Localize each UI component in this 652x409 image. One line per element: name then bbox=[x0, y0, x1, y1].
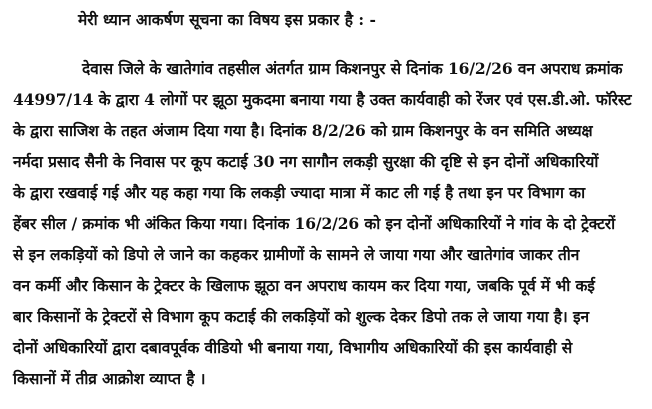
paragraph-line: 44997/14 के द्वारा 4 लोगों पर झूठा मुकदमा बनाया गया है उक्त कार्यवाही को रेंजर एवं एस.डी.ओ. फॉरेस्ट bbox=[13, 90, 632, 109]
paragraph-line: के द्वारा साजिश के तहत अंजाम दिया गया है। दिनांक 8/2/26 को ग्राम किशनपुर के वन समिति अध्यक्ष bbox=[13, 121, 593, 140]
paragraph-line: के द्वारा रखवाई गई और यह कहा गया कि लकड़ी ज्यादा मात्रा में काट ली गई है तथा इन पर विभाग का bbox=[13, 183, 586, 202]
paragraph-line: से इन लकड़ियों को डिपो ले जाने का कहकर ग्रामीणों के सामने ले जाया गया और खातेगांव जाकर तीन bbox=[13, 245, 580, 264]
paragraph-line: दोनों अधिकारियों द्वारा दबावपूर्वक वीडियो भी बनाया गया, विभागीय अधिकारियों की इस कार्यवाही से bbox=[13, 338, 573, 357]
subject-heading: मेरी ध्यान आकर्षण सूचना का विषय इस प्रकार है : - bbox=[78, 10, 376, 29]
paragraph-line: नर्मदा प्रसाद सैनी के निवास पर कूप कटाई 30 नग सागौन लकड़ी सुरक्षा की दृष्टि से इन दोनों अधिकारियों bbox=[13, 152, 599, 171]
paragraph-line: देवास जिले के खातेगांव तहसील अंतर्गत ग्राम किशनपुर से दिनांक 16/2/26 वन अपराध क्रमांक bbox=[82, 59, 623, 78]
paragraph-line: किसानों में तीव्र आक्रोश व्याप्त है । bbox=[13, 369, 206, 388]
paragraph-line: बार किसानों के ट्रेक्टरों से विभाग कूप कटाई की लकड़ियों को शुल्क देकर डिपो तक ले जाया गया है। इन bbox=[13, 307, 590, 326]
paragraph-line: वन कर्मी और किसान के ट्रेक्टर के खिलाफ झूठा वन अपराध कायम कर दिया गया, जबकि पूर्व में भी कई bbox=[13, 276, 595, 295]
paragraph-line: हेंबर सील / क्रमांक भी अंकित किया गया। दिनांक 16/2/26 को इन दोनों अधिकारियों ने गांव के दो ट्रेक्टरों bbox=[13, 214, 616, 233]
